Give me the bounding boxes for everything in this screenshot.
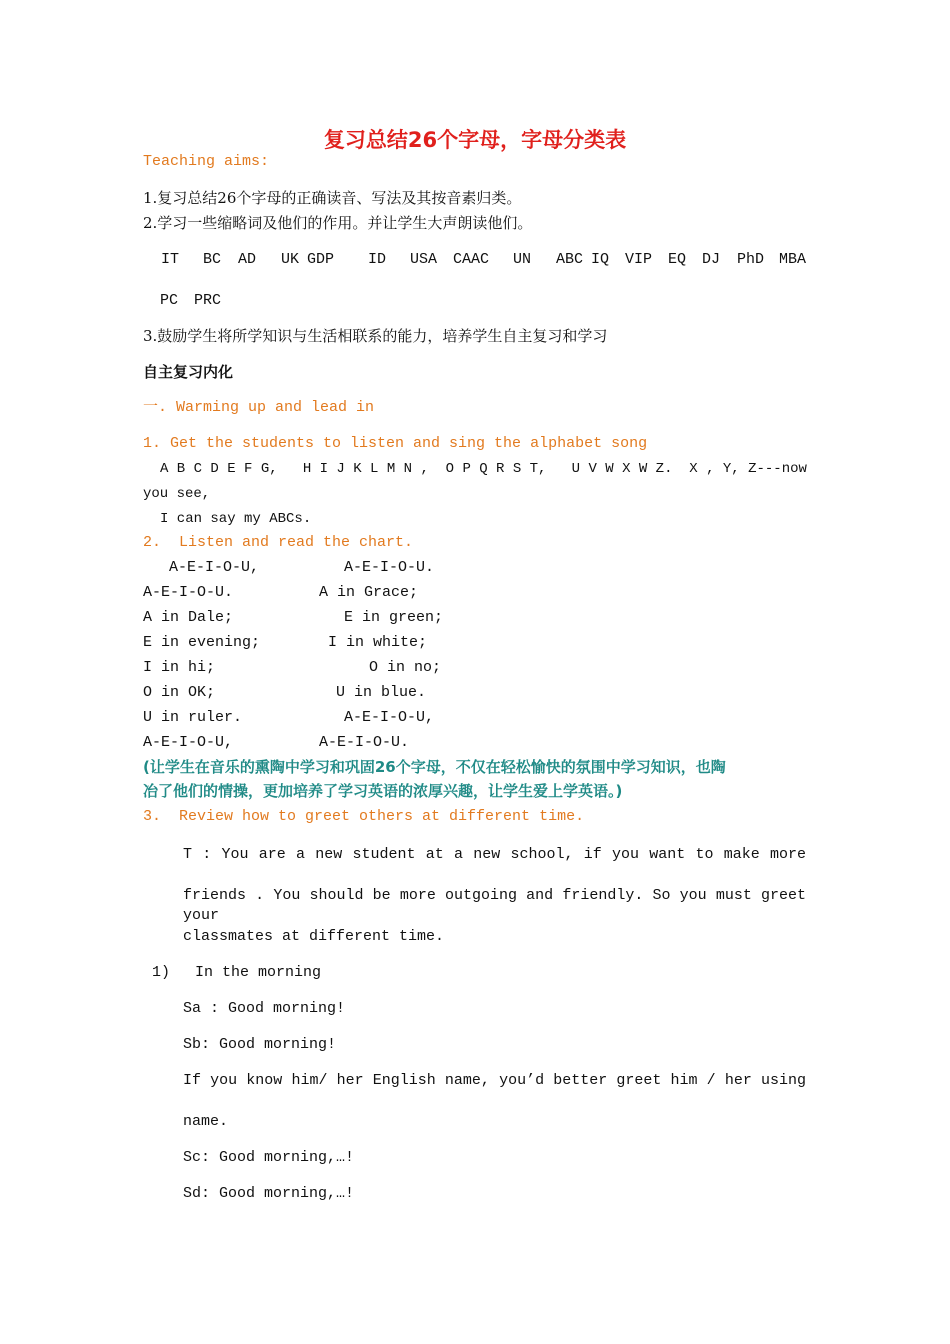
chart-right: A-E-I-O-U. <box>319 734 410 751</box>
song-line-2: you see, <box>143 486 211 502</box>
teacher-line-1: T : You are a new student at a new school, if you want to make more <box>183 846 806 863</box>
dialog-line: Sa : Good morning! <box>183 1000 346 1017</box>
abbr-item: CAAC <box>453 251 490 268</box>
aim-1: 1.复习总结26个字母的正确读音、写法及其按音素归类。 <box>143 189 522 207</box>
chart-left: E in evening; <box>143 634 261 651</box>
abbr-item: USA <box>410 251 438 268</box>
song-line-1: A B C D E F G, H I J K L M N , O P Q R S T, U V W X W Z. X , Y, Z---now <box>160 461 807 477</box>
chart-right: I in white; <box>328 634 428 651</box>
section-1-heading: 一. Warming up and lead in <box>143 399 375 416</box>
note-line-2: 冶了他们的情操，更加培养了学习英语的浓厚兴趣，让学生爱上学英语。) <box>143 782 623 800</box>
chart-left: A-E-I-O-U. <box>143 584 234 601</box>
chart-right: A in Grace; <box>319 584 419 601</box>
chart-right: O in no; <box>369 659 442 676</box>
chart-left: I in hi; <box>143 659 216 676</box>
abbr-item: UN <box>513 251 532 268</box>
abbr-item: MBA <box>779 251 807 268</box>
abbr-item: IQ <box>591 251 610 268</box>
sub-1-label: 1) <box>152 964 171 981</box>
abbr-item: IT <box>161 251 180 268</box>
chart-right: A-E-I-O-U, <box>344 709 435 726</box>
abbr-item: PC <box>160 292 179 309</box>
chart-left: A in Dale; <box>143 609 234 626</box>
chart-right: U in blue. <box>336 684 427 701</box>
sub-1-text: In the morning <box>195 964 322 981</box>
step-3-heading: 3. Review how to greet others at different time. <box>143 808 585 825</box>
abbr-item: UK <box>281 251 300 268</box>
song-line-3: I can say my ABCs. <box>160 511 312 527</box>
advice-line-2: name. <box>183 1113 229 1130</box>
advice-line-1: If you know him/ her English name, you’d better greet him / her using <box>183 1072 806 1089</box>
chart-right: A-E-I-O-U. <box>344 559 435 576</box>
abbr-item: ABC <box>556 251 584 268</box>
abbr-item: PRC <box>194 292 222 309</box>
abbr-item: PhD <box>737 251 765 268</box>
page-title: 复习总结26个字母，字母分类表 <box>323 128 627 152</box>
chart-left: U in ruler. <box>143 709 243 726</box>
chart-left: A-E-I-O-U, <box>143 734 234 751</box>
dialog-line: Sc: Good morning,…! <box>183 1149 355 1166</box>
step-2-heading: 2. Listen and read the chart. <box>143 534 414 551</box>
chart-right: E in green; <box>344 609 444 626</box>
dialog-line: Sb: Good morning! <box>183 1036 337 1053</box>
teacher-line-2: friends . You should be more outgoing and friendly. So you must greet your <box>183 887 806 924</box>
note-line-1: (让学生在音乐的熏陶中学习和巩固26个字母，不仅在轻松愉快的氛围中学习知识，也陶 <box>143 758 726 776</box>
abbr-item: DJ <box>702 251 721 268</box>
abbr-item: GDP <box>307 251 335 268</box>
abbr-item: ID <box>368 251 387 268</box>
self-review-heading: 自主复习内化 <box>143 363 234 381</box>
abbr-item: EQ <box>668 251 687 268</box>
chart-left: A-E-I-O-U, <box>169 559 260 576</box>
dialog-line: Sd: Good morning,…! <box>183 1185 355 1202</box>
teacher-line-3: classmates at different time. <box>183 928 445 945</box>
step-1-heading: 1. Get the students to listen and sing the alphabet song <box>143 435 648 452</box>
teaching-aims-label: Teaching aims: <box>143 153 270 170</box>
abbr-item: BC <box>203 251 222 268</box>
aim-2: 2.学习一些缩略词及他们的作用。并让学生大声朗读他们。 <box>143 214 533 232</box>
abbr-item: VIP <box>625 251 653 268</box>
aim-3: 3.鼓励学生将所学知识与生活相联系的能力，培养学生自主复习和学习 <box>143 327 608 345</box>
abbr-item: AD <box>238 251 257 268</box>
chart-left: O in OK; <box>143 684 216 701</box>
